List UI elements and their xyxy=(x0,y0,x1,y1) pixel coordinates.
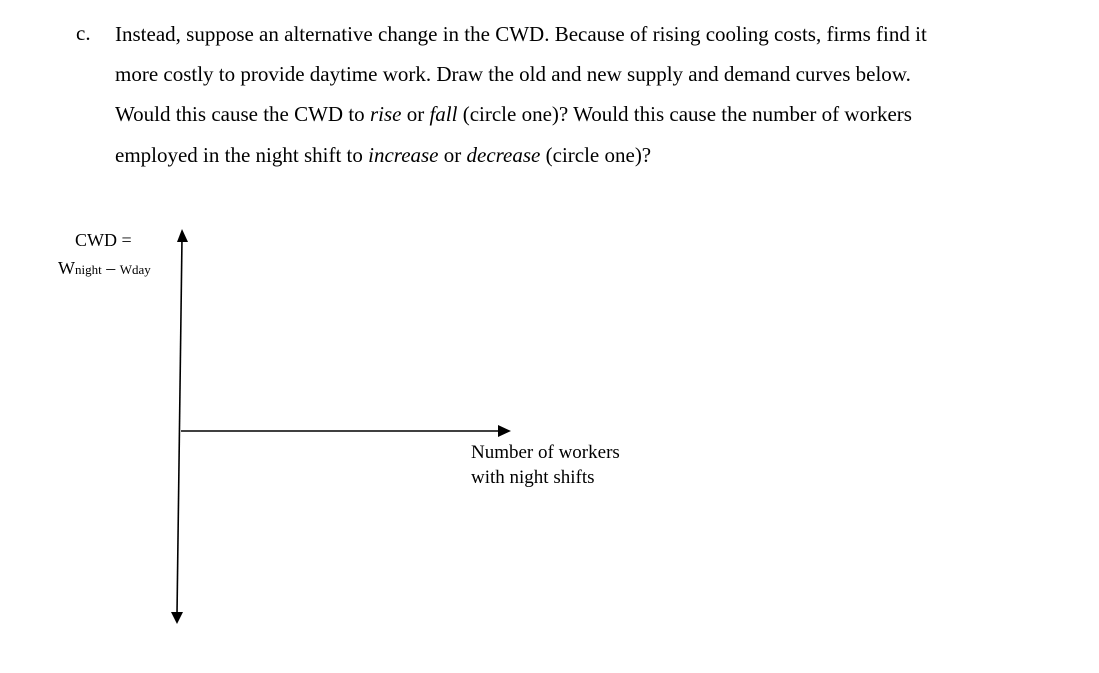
x-axis-arrow-right xyxy=(498,425,511,437)
y-axis-arrow-up xyxy=(177,229,188,242)
ylabel-sub-night: night xyxy=(75,262,102,277)
ylabel-minus: – xyxy=(101,258,120,278)
y-axis-label-line2 xyxy=(58,258,151,279)
line4-text-a: employed in the night shift to xyxy=(115,143,369,167)
x-axis-label-line2: with night shifts xyxy=(471,467,595,488)
question-line-2: more costly to provide daytime work. Draw the old and new supply and demand curves below. xyxy=(115,62,911,86)
line3-text-b: (circle one)? Would this cause the number of workers xyxy=(457,102,912,126)
option-increase[interactable]: increase xyxy=(368,143,439,167)
line3-or: or xyxy=(401,102,430,126)
question-letter: c. xyxy=(76,21,91,45)
x-axis-label xyxy=(471,440,620,490)
option-fall[interactable]: fall xyxy=(429,102,458,126)
y-axis xyxy=(177,238,182,614)
x-axis-label-line1: Number of workers xyxy=(471,442,620,463)
line4-text-b: (circle one)? xyxy=(540,143,652,167)
y-axis-label-line1: CWD = xyxy=(75,230,132,250)
line3-text-a: Would this cause the CWD to xyxy=(115,102,370,126)
question-line-1: Instead, suppose an alternative change in the CWD. Because of rising cooling costs, firms find it xyxy=(115,22,927,46)
line4-or: or xyxy=(438,143,467,167)
y-axis-arrow-down xyxy=(171,612,183,624)
ylabel-w-night: W xyxy=(58,258,75,278)
ylabel-w-day: W xyxy=(119,262,133,277)
option-rise[interactable]: rise xyxy=(369,102,402,126)
option-decrease[interactable]: decrease xyxy=(466,143,541,167)
ylabel-sub-day: day xyxy=(132,262,151,277)
